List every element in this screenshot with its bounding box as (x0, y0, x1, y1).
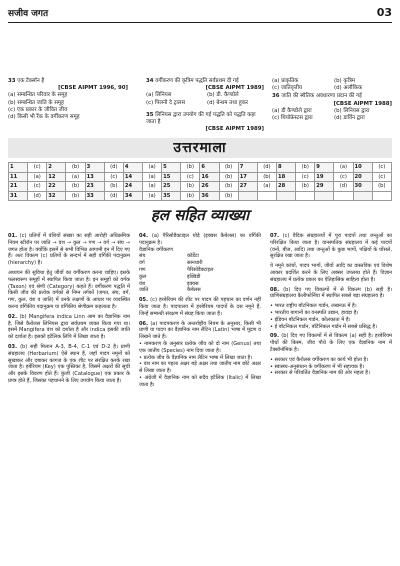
answer-option: (c) (296, 172, 315, 182)
answer-key-table (8, 162, 392, 201)
bullet-point: • ई बॉटनिकल गार्डन, बॉटैनिकल गार्डन में सबसे प्रसिद्ध है। (270, 323, 377, 330)
page-header (8, 6, 392, 22)
solution-item (270, 233, 392, 260)
page-number: 03 (376, 6, 392, 19)
answer-number: 23 (85, 182, 104, 192)
answer-number: 4 (123, 163, 142, 173)
answer-number (315, 191, 334, 201)
answer-option: (a) (142, 163, 161, 173)
question-number: 35 (146, 112, 154, 118)
answer-option: (d) (334, 182, 353, 192)
answer-key-banner: उत्तरमाला (8, 138, 392, 158)
rank-label: वैज्ञानिक वर्गीकरण (139, 246, 173, 253)
bullet-point: • वंश नाम का पहला अक्षर बड़े अक्षर तथा जातीय नाम छोटे अक्षर से लिखा जाता है। (139, 361, 261, 375)
answer-number: 7 (238, 163, 257, 173)
solution-text: (a) पैरिसोडैक्टाइल घोड़े (इक्वस कैबेलस) का वर्गिकी पदानुक्रम है। (139, 233, 261, 246)
answer-option: (d) (257, 163, 276, 173)
answer-number: 5 (162, 163, 181, 173)
question-36 (272, 93, 392, 122)
solution-text: (b) Mangifera indica Linn आम का वैज्ञानिक नाम है, जिसे कैरोलस लिनियस द्वारा सर्वप्रथम व्यक्त किया गया था। इसमें Mangifera वंश को दर्शाता है और indica इसकी जाति को दर्शाता है। इसको इटैलिक लिपि में लिखा जाता है। (8, 313, 131, 341)
rank-value: कॉर्डेटा (187, 253, 199, 260)
option: (b) डी. कैण्डोले (207, 92, 239, 99)
answer-number: 24 (123, 182, 142, 192)
answer-number: 21 (9, 182, 28, 192)
option: (c) थियोफ्रेस्टस द्वारा (272, 115, 313, 122)
option: (d) बेन्थम तथा हूकर (207, 99, 249, 106)
bullet-point: • प्रत्येक जीव के वैज्ञानिक नाम लैटिन भाषा में लिखा जाता है। (139, 354, 253, 361)
answer-option: (c) (28, 163, 47, 173)
answer-number: 16 (200, 172, 219, 182)
rank-value: कैबेलस (187, 287, 201, 294)
answer-option: (b) (181, 163, 200, 173)
answer-number: 31 (9, 191, 28, 201)
option: (a) सम्बन्धित परिवार के समूह (8, 92, 68, 99)
answer-number: 27 (238, 182, 257, 192)
answer-number: 9 (315, 163, 334, 173)
answer-number: 19 (315, 172, 334, 182)
answer-number: 26 (200, 182, 219, 192)
answer-option: (b) (66, 163, 85, 173)
answer-option (257, 191, 276, 201)
question-text: लिनियस द्वारा उपयोग की गई पद्धति को पद्धति कहा जाता है (146, 112, 256, 126)
solution-number: 03. (8, 343, 21, 350)
header-divider (8, 22, 392, 23)
rank-value: पैरिसोडैक्टाइल (187, 266, 214, 273)
solution-number: 09. (270, 333, 282, 340)
exam-reference: [CBSE AIPMT 1988] (333, 100, 392, 107)
option: (d) किसी भी रैंक के वर्गीकरण समूह (8, 114, 80, 121)
bullet-point: • अंग्रेजी में वैज्ञानिक नाम को सदैव इटैलिक (Italic) में लिखा जाता है। (139, 374, 261, 388)
bullet-point: • सरकार से परिवर्तित वैज्ञानिक नाम की ओर महत्व है। (270, 370, 370, 377)
answer-option: (a) (66, 172, 85, 182)
rank-value: इक्वस (187, 280, 199, 287)
answer-option: (a) (142, 191, 161, 201)
answer-row (9, 182, 392, 192)
answer-option: (c) (372, 172, 391, 182)
answer-number: 33 (85, 191, 104, 201)
answer-number: 29 (315, 182, 334, 192)
solution-item (270, 287, 392, 301)
solution-text: अध्ययन की सुविधा हेतु जीवों का वर्गीकरण करना चाहिए। इसके फलस्वरूप समूहों में स्थापित किया जाता है। इन समूहों को वर्गक (Taxon) एवं श्रेणी (Category) कहते हैं। वर्गीकरण पद्धति में किसी जीव की प्रत्येक वर्गको से निम्न तर्गकों (जगत, संघ, वर्ग, गण, कुल, वंश व जाति) में उनके लक्षणों के आधार पर व्यवस्थित करना वर्गिकीय पदानुक्रम या वर्गिकीय श्रेणीक्रम कहलाता है। (8, 269, 130, 310)
solution-number: 01. (8, 233, 20, 239)
answer-number: 25 (162, 182, 181, 192)
solution-item (270, 333, 392, 353)
answer-option: (b) (296, 163, 315, 173)
answer-number: 36 (200, 191, 219, 201)
solution-number: 06. (139, 320, 151, 327)
question-35 (146, 112, 264, 134)
solutions-title: हल सहित व्याख्या (150, 206, 250, 224)
answer-number: 2 (47, 163, 66, 173)
option: (b) लिनियस द्वारा (334, 107, 370, 114)
option: (b) कृत्रिम (334, 78, 356, 84)
bullet-point: • भारत राष्ट्रीय बॉटनिकल गार्डन, लखनऊ में है। (270, 303, 357, 310)
option: (c) जातिवृत्तीय (272, 85, 302, 92)
classification-row (139, 274, 261, 281)
option: (a) लिनियस (146, 92, 172, 99)
question-number: 33 (8, 78, 16, 84)
answer-option: (b) (66, 191, 85, 201)
answer-option: (b) (219, 172, 238, 182)
solution-item (139, 321, 261, 389)
rank-label: संघ (139, 253, 146, 260)
answer-number: 20 (353, 172, 372, 182)
answer-number (353, 191, 372, 201)
option: (a) डी कैण्डोले द्वारा (272, 107, 312, 114)
solution-item (139, 297, 261, 317)
answer-option: (d) (104, 163, 123, 173)
question-text: जाति की स्थैतिक अवधारणा प्रदान की गई (281, 93, 362, 100)
answer-number: 13 (85, 172, 104, 182)
solution-text: (c) प्रतिपों में वंशियों संख्या का सही आरोही अधिक्रमिक नियम स्टीरॉन पर जाति → वंश → कुल → गण → वर्ग → संघ → जगत होता है। क्योंकि इसमें से सभी विभिन्न आगामी इन में दिए गए हैं। अतः विकल्प (c) प्रतिपों के सन्दर्भ में सही वर्गिकी पदानुक्रम (hierarchy) है। (8, 233, 131, 267)
question-33 (8, 78, 128, 121)
answer-option: (b) (181, 182, 200, 192)
option: (d) अलौकिक (334, 85, 363, 92)
answer-row (9, 172, 392, 182)
solution-item (8, 344, 130, 385)
solution-number: 07. (270, 233, 283, 239)
solution-number: 05. (139, 297, 151, 304)
solution-text: (b) दिए गए विकल्पों में से विकल्प (a) सही है। हरबेरियम पौधों की किस्म, जीव पौधे के लिए एक वैज्ञानिक नाम में टैक्सॉनॉमिक है। (270, 333, 392, 353)
answer-number: 15 (162, 172, 181, 182)
option: (a) प्राकृतिक (272, 78, 299, 84)
solution-item (270, 303, 392, 330)
answer-option: (a) (28, 172, 47, 182)
option: (c) एक प्रकार के जीवित जीव (8, 106, 68, 113)
chapter-title: सजीव जगत (8, 9, 49, 19)
answer-number: 6 (200, 163, 219, 173)
rank-value: इक्विडी (187, 273, 201, 280)
question-number: 36 (272, 93, 280, 100)
solution-text: (b) सही मिलान A-3, B-4, C-1 एवं D-2 है। प्राणी संग्रहालय (Herbarium) ऐसे स्थान हैं, जहाँ पादप नमूनों को सुखाकर और दबाकर कागज के एक शीट पर संरक्षित करके रखा जाता है। हर्बेरियम (Key) एक पुस्तिका है, जिसमें अक्षरों की सूची और इसके विवरण होते हैं। कुंजी (Catalogue) एक प्रकार के प्रपत्र होते हैं, जिसका पहचानने के लिए उपयोग किया जाता है। (8, 343, 130, 384)
answer-option: (d) (28, 191, 47, 201)
answer-number: 14 (123, 172, 142, 182)
answer-row (9, 191, 392, 201)
solution-number: 02. (8, 313, 20, 320)
answer-number (276, 191, 295, 201)
question-35-options (272, 78, 392, 122)
answer-option: (b) (66, 182, 85, 192)
question-text: वर्गीकरण की कृत्रिम पद्धति सर्वप्रथम दी गई (155, 78, 239, 84)
question-text: एक टैक्सॉन है (17, 78, 45, 84)
exam-reference: [CBSE AIPMT 1996, 90] (58, 85, 128, 92)
bullet-point: • नामकरण के अनुसार प्रत्येक जीव को दो नाम (Genus) तथा एक जातीय (Species) नाम दिया जाता है। (139, 340, 261, 354)
answer-option: (c) (104, 172, 123, 182)
answer-number: 35 (162, 191, 181, 201)
answer-option: (a) (142, 172, 161, 182)
answer-option: (c) (334, 172, 353, 182)
answer-number: 30 (353, 182, 372, 192)
answer-number: 34 (123, 191, 142, 201)
solution-number: 04. (139, 233, 152, 239)
answer-option: (a) (257, 182, 276, 192)
rank-label: जाति (139, 287, 149, 294)
rank-label: गण (139, 266, 146, 273)
rank-label: कुल (139, 273, 147, 280)
question-number: 34 (146, 78, 154, 84)
answer-option: (c) (28, 182, 47, 192)
solution-number: 08. (270, 286, 284, 293)
answer-option: (b) (181, 191, 200, 201)
bullet-point: • भारतीय बागानों का वनस्पति उद्यान, हावड़ा है। (270, 309, 359, 316)
solution-text: (a) पादपकरण के अन्तर्राष्ट्रीय नियम के अनुसार, किसी भी प्राणी या पादप का वैज्ञानिक नाम लैटिन (Latin) भाषा में मुद्रण व लिखने जाते हैं। (139, 320, 261, 341)
answer-option (296, 191, 315, 201)
solutions-column-3 (270, 233, 392, 380)
answer-option: (c) (372, 163, 391, 173)
solution-item (270, 263, 392, 283)
classification-row (139, 260, 261, 267)
answer-number: 11 (9, 172, 28, 182)
exam-reference: [CBSE AIPMT 1989] (205, 85, 264, 92)
solutions-column-2 (139, 233, 261, 392)
solution-text: (c) वैदिक संग्रहालयों में पूरा पादपों तथा जन्तुओं का परिरक्षित किया जाता है। वानस्पतिक संग्रहालय में कई पादपों (वनों, बीज, आदि) तथा जन्तुओं के कुछ भागों, पक्षियों के घोंसले, सुरक्षित रखा जाता है। (270, 233, 393, 260)
solution-item (8, 270, 130, 311)
answer-option: (b) (257, 172, 276, 182)
rank-value: स्तनधारी (187, 260, 203, 267)
answer-number: 17 (238, 172, 257, 182)
classification-row (139, 247, 261, 254)
answer-number: 1 (9, 163, 28, 173)
answer-number: 32 (47, 191, 66, 201)
bullet-point: • इंडियन बॉटनिकल गार्डन, कोलकाता में है। (270, 316, 351, 323)
answer-number: 10 (353, 163, 372, 173)
answer-option: (b) (219, 182, 238, 192)
answer-number: 12 (47, 172, 66, 182)
answer-number (238, 191, 257, 201)
rank-label: वंश (139, 280, 146, 287)
solution-text: (b) दिए गए विकल्पों में से विकल्प (b) सही है। प्राणिसंग्रहालय कैलीफोर्निया में स्थापित सबसे बड़ा संग्रहालय है। (270, 286, 393, 300)
answer-number: 3 (85, 163, 104, 173)
solution-item (270, 357, 392, 377)
solutions-column-1 (8, 233, 130, 388)
classification-row (139, 287, 261, 294)
answer-option: (b) (296, 182, 315, 192)
answer-option: (a) (142, 182, 161, 192)
answer-number: 8 (276, 163, 295, 173)
answer-row (9, 163, 392, 173)
answer-option: (b) (219, 163, 238, 173)
solution-item (139, 233, 261, 294)
exam-reference: [CBSE AIPMT 1989] (205, 126, 264, 133)
solution-item (8, 314, 130, 341)
bullet-point: • स्वास्थ्य-अनुसंधान के वर्गीकरण में भी सहायक है। (270, 363, 365, 370)
answer-option: (d) (104, 191, 123, 201)
option: (b) सम्बन्धित जाति के समूह (8, 99, 64, 106)
answer-number: 28 (276, 182, 295, 192)
answer-option: (a) (334, 163, 353, 173)
answer-number: 22 (47, 182, 66, 192)
option: (c) पिलनी दे ट्रालस (146, 99, 186, 106)
solution-text: ये नमूने कांचों, पादप भागों, जीवों आदि का वास्तविक एवं विशेष आकार प्रदर्शित करने के लिए अक्सर उपलब्ध होते हैं। विज्ञान संग्रहालय में प्रत्येक प्रकार का ऐतिहासिक साहित्य होता है। (270, 263, 392, 283)
answer-option: (c) (181, 172, 200, 182)
classification-row (139, 267, 261, 274)
answer-option: (b) (219, 191, 238, 201)
question-34 (146, 78, 264, 107)
answer-option: (b) (372, 182, 391, 192)
answer-number: 18 (276, 172, 295, 182)
rank-label: वर्ग (139, 260, 145, 267)
solution-text: (c) हरबेरियम की शीट पर पादप की पहचान का वर्णन नहीं किया जाता है। पादपालय में हरबेरियम पादपों के दस नमूने हैं, जिन्हें सम्बन्धी संरक्षण में संग्रह किया जाता है। (139, 297, 261, 317)
option: (d) डार्विन द्वारा (334, 115, 365, 122)
answer-option (334, 191, 353, 201)
solution-item (8, 233, 130, 267)
bullet-point: • सरकार एवं कैरोलस वर्गीकरण का कार्य भी होता है। (270, 356, 369, 363)
answer-option: (b) (104, 182, 123, 192)
answer-option (372, 191, 391, 201)
